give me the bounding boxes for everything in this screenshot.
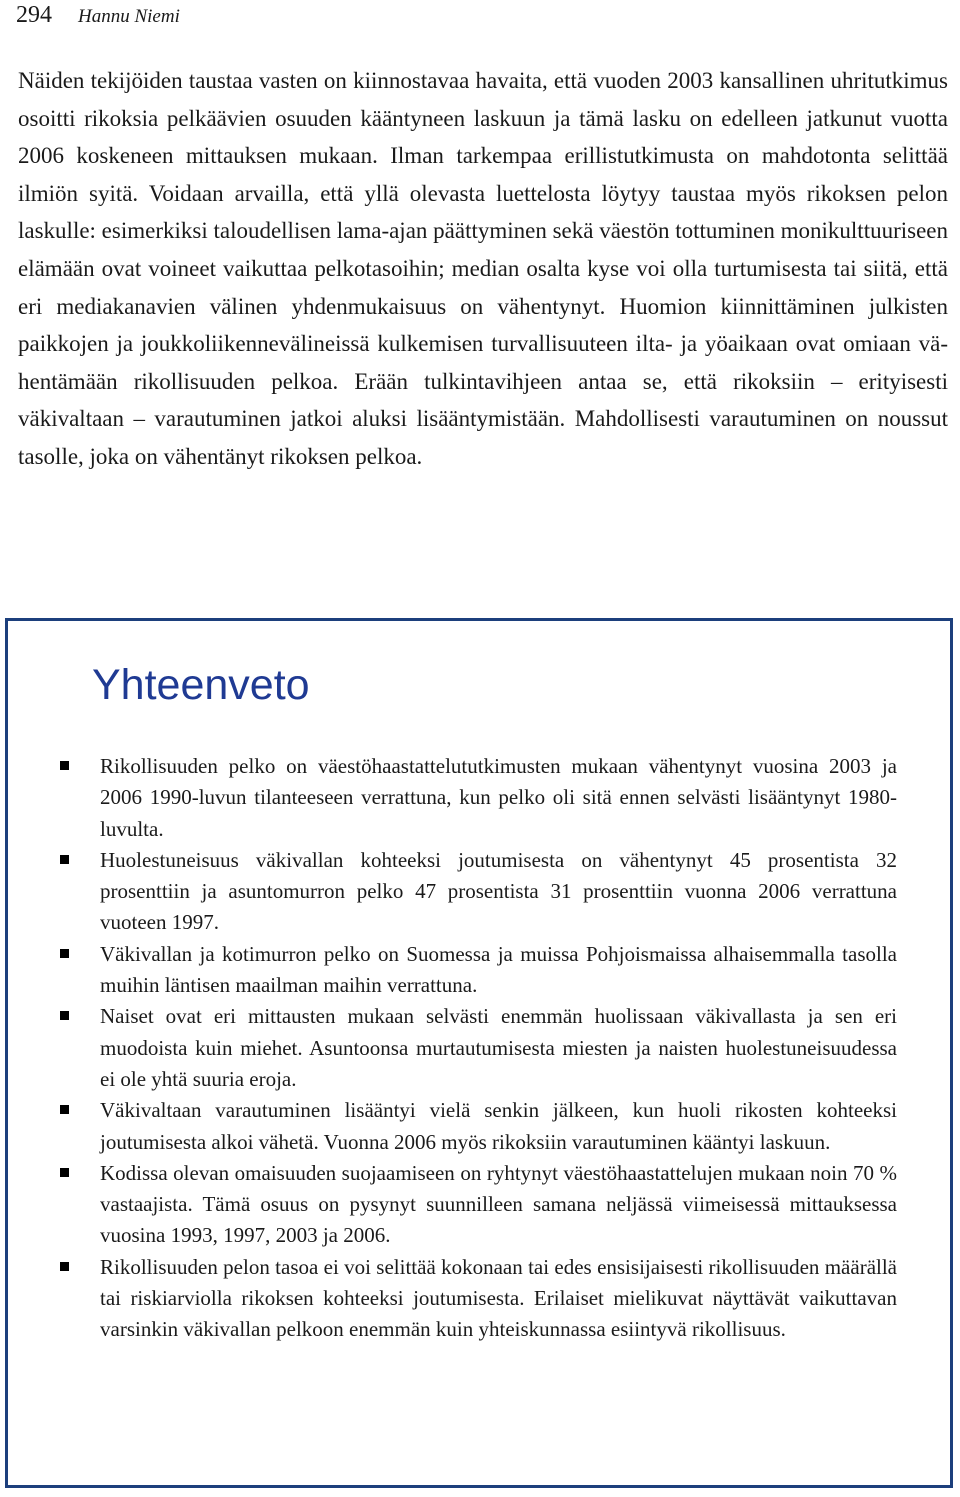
summary-item-text: Rikollisuuden pelko on väestöhaastattelututkimusten mukaan vähentynyt vuosina 2003 ja 2006 1990-luvun tilanteeseen verrattuna, kun pelko oli sitä ennen selvästi lisääntynyt 1980-luvulta. — [100, 754, 897, 841]
summary-item — [100, 939, 897, 1002]
summary-item — [100, 1095, 897, 1158]
body-paragraph: Näiden tekijöiden taustaa vasten on kiinnostavaa havaita, että vuoden 2003 kansallinen uhritutkimus osoitti rikoksia pelkäävien osuuden kääntyneen laskuun ja tämä lasku on edelleen jatkunut vuotta 2006 koskeneen mittauksen mukaan. Ilman tarkempaa erillistutkimusta on mahdotonta selittää ilmiön syitä. Voidaan arvailla, että yllä olevasta luettelosta löytyy taustaa myös rikoksen pelon laskulle: esimerkiksi taloudellisen lama-ajan päättyminen sekä väestön tottuminen monikulttuuriseen elämään ovat voineet vaikuttaa pelkotasoihin; median osalta kyse voi olla turtumisesta tai siitä, että eri mediakanavien välinen yhdenmukaisuus on vähentynyt. Huomion kiinnittäminen julkisten paikkojen ja joukkoliikennevälineissä kulkemisen turvallisuuteen ilta- ja yöaikaan ovat omiaan vähentämään rikollisuuden pelkoa. Erään tulkintavihjeen antaa se, että rikoksiin – erityisesti väkivaltaan – varautuminen jatkoi aluksi lisääntymistään. Mahdollisesti varautuminen on noussut tasolle, joka on vähentänyt rikoksen pelkoa. — [18, 68, 948, 469]
summary-item — [100, 1252, 897, 1346]
summary-item — [100, 1001, 897, 1095]
square-bullet-icon — [60, 949, 69, 958]
running-head-author: Hannu Niemi — [78, 6, 180, 27]
summary-item-text: Väkivaltaan varautuminen lisääntyi vielä senkin jälkeen, kun huoli rikosten kohteeksi joutumisesta alkoi vähetä. Vuonna 2006 myös rikoksiin varautuminen kääntyi laskuun. — [100, 1098, 897, 1154]
page-number: 294 — [16, 2, 52, 28]
summary-list — [100, 751, 897, 1346]
summary-item-text: Kodissa olevan omaisuuden suojaamiseen on ryhtynyt väestöhaastattelujen mukaan noin 70 % vastaajista. Tämä osuus on pysynyt suunnilleen samana neljässä viimeisessä mittauksessa vuosina 1993, 1997, 2003 ja 2006. — [100, 1160, 897, 1248]
summary-item — [100, 751, 897, 845]
square-bullet-icon — [60, 855, 69, 864]
summary-item-text: Rikollisuuden pelon tasoa ei voi selittää kokonaan tai edes ensisijaisesti rikollisuuden määrällä tai riskiarviolla rikoksen kohteeksi joutumisesta. Erilaiset mielikuvat näyttävät vaikuttavan varsinkin väkivallan pelkoon enemmän kuin yhteiskunnassa esiintyvä rikollisuus. — [100, 1254, 897, 1342]
summary-box — [5, 618, 953, 1488]
square-bullet-icon — [60, 1011, 69, 1020]
page-header — [16, 0, 180, 30]
square-bullet-icon — [60, 1262, 69, 1271]
summary-item-text: Väkivallan ja kotimurron pelko on Suomessa ja muissa Pohjoismaissa alhaisemmalla tasolla muihin läntisen maailman maihin verrattuna. — [100, 941, 897, 998]
summary-item — [100, 845, 897, 939]
summary-item — [100, 1158, 897, 1252]
summary-title: Yhteenveto — [92, 661, 310, 709]
square-bullet-icon — [60, 1105, 69, 1114]
square-bullet-icon — [60, 761, 69, 770]
square-bullet-icon — [60, 1168, 69, 1177]
summary-item-text: Naiset ovat eri mittausten mukaan selvästi enemmän huolissaan väkivallasta ja sen eri muodoista kuin miehet. Asuntoonsa murtautumisesta miesten ja naisten huolestuneisuudessa ei ole yhtä suuria eroja. — [100, 1004, 897, 1091]
summary-item-text: Huolestuneisuus väkivallan kohteeksi joutumisesta on vähentynyt 45 prosentista 32 prosenttiin ja asuntomurron pelko 47 prosentista 31 prosenttiin vuonna 2006 verrattuna vuoteen 1997. — [100, 847, 897, 935]
